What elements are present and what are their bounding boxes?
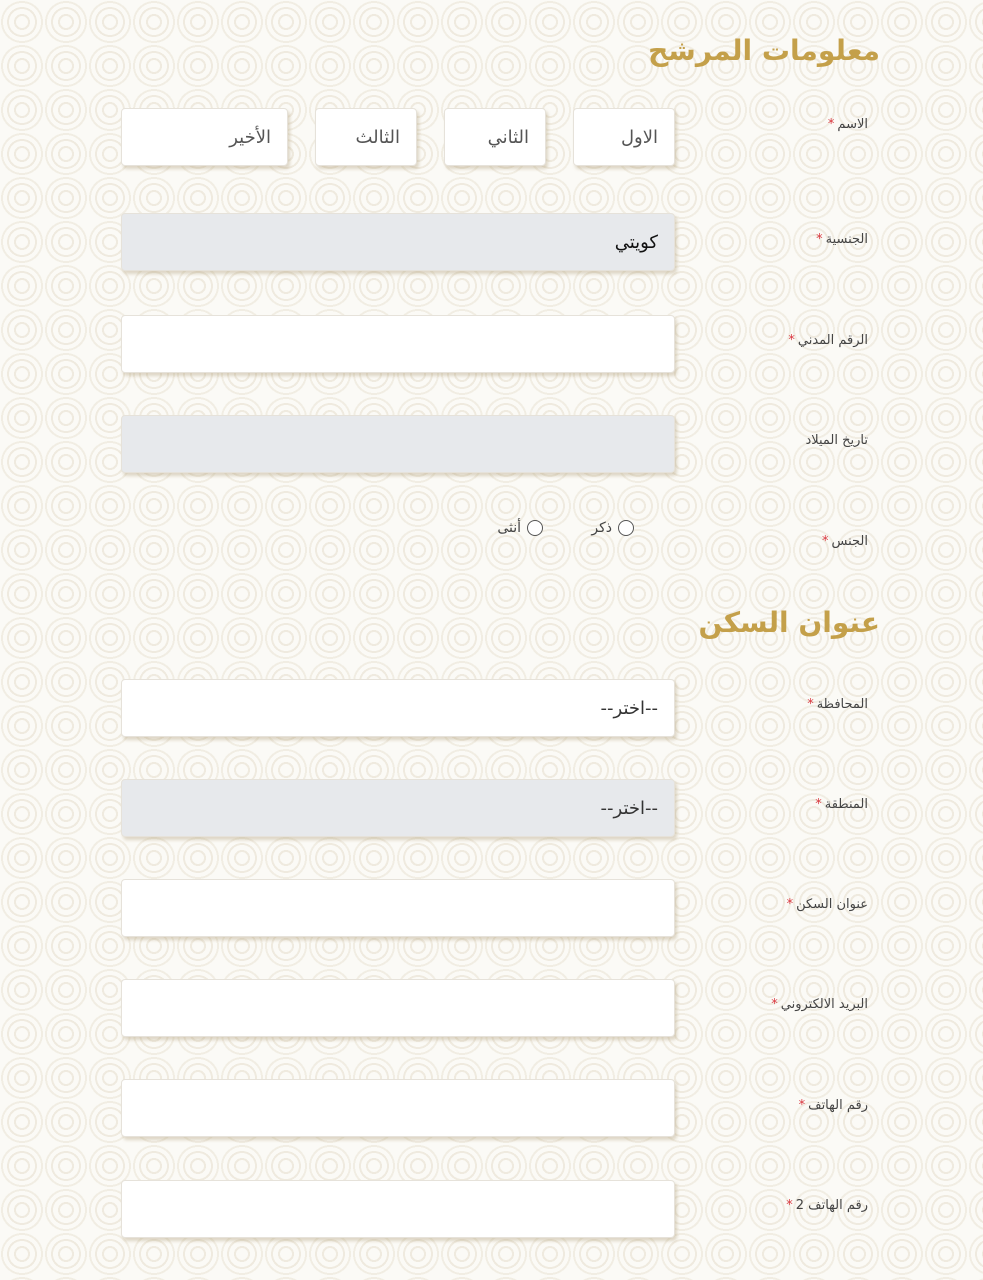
required-mark: *	[798, 1098, 806, 1113]
required-mark: *	[788, 333, 795, 348]
section-heading-candidate-info: معلومات المرشح	[648, 34, 880, 67]
phone2-input[interactable]	[121, 1180, 675, 1238]
area-select[interactable]: --اختر--	[121, 779, 675, 837]
label-text: الاسم	[837, 117, 868, 132]
phone-label	[799, 1098, 868, 1113]
civil-id-label	[788, 333, 868, 348]
required-mark: *	[807, 697, 814, 712]
gender-label	[822, 534, 868, 549]
label-text: عنوان السكن	[796, 897, 868, 912]
required-mark: *	[786, 897, 794, 912]
label-text: المحافظة	[816, 697, 868, 712]
label-text: الرقم المدني	[797, 333, 868, 348]
nationality-field[interactable]: كويتي	[121, 213, 675, 271]
email-input[interactable]	[121, 979, 675, 1037]
label-text: الجنس	[831, 534, 868, 549]
name-label	[828, 117, 868, 132]
required-mark: *	[827, 117, 835, 132]
label-text: المنطقة	[824, 797, 868, 812]
phone2-label	[786, 1198, 868, 1213]
birth-date-label: تاريخ الميلاد	[805, 433, 868, 448]
radio-label: ذكر	[591, 520, 612, 536]
radio-circle-icon[interactable]	[618, 520, 634, 536]
phone-input[interactable]	[121, 1079, 675, 1137]
label-text: الجنسية	[825, 232, 868, 247]
area-label	[815, 797, 868, 812]
radio-circle-icon[interactable]	[527, 520, 543, 536]
nationality-label	[816, 232, 868, 247]
required-mark: *	[771, 997, 778, 1012]
gender-radio-male[interactable]	[591, 520, 634, 536]
section-heading-residence: عنوان السكن	[698, 606, 880, 639]
address-label	[787, 897, 868, 912]
required-mark: *	[816, 232, 823, 247]
label-text: البريد الالكتروني	[780, 997, 868, 1012]
address-input[interactable]	[121, 879, 675, 937]
third-name-input[interactable]: الثالث	[315, 108, 417, 166]
first-name-input[interactable]: الاول	[573, 108, 675, 166]
email-label	[771, 997, 868, 1012]
gender-radio-female[interactable]	[497, 520, 543, 536]
governorate-select[interactable]: --اختر--	[121, 679, 675, 737]
label-text: رقم الهاتف 2	[795, 1198, 868, 1213]
last-name-input[interactable]: الأخير	[121, 108, 288, 166]
required-mark: *	[815, 797, 822, 812]
birth-date-field[interactable]	[121, 415, 675, 473]
required-mark: *	[822, 534, 829, 549]
second-name-input[interactable]: الثاني	[444, 108, 546, 166]
radio-label: أنثى	[497, 520, 521, 536]
governorate-label	[807, 697, 868, 712]
required-mark: *	[786, 1198, 793, 1213]
civil-id-input[interactable]	[121, 315, 675, 373]
label-text: رقم الهاتف	[808, 1098, 868, 1113]
